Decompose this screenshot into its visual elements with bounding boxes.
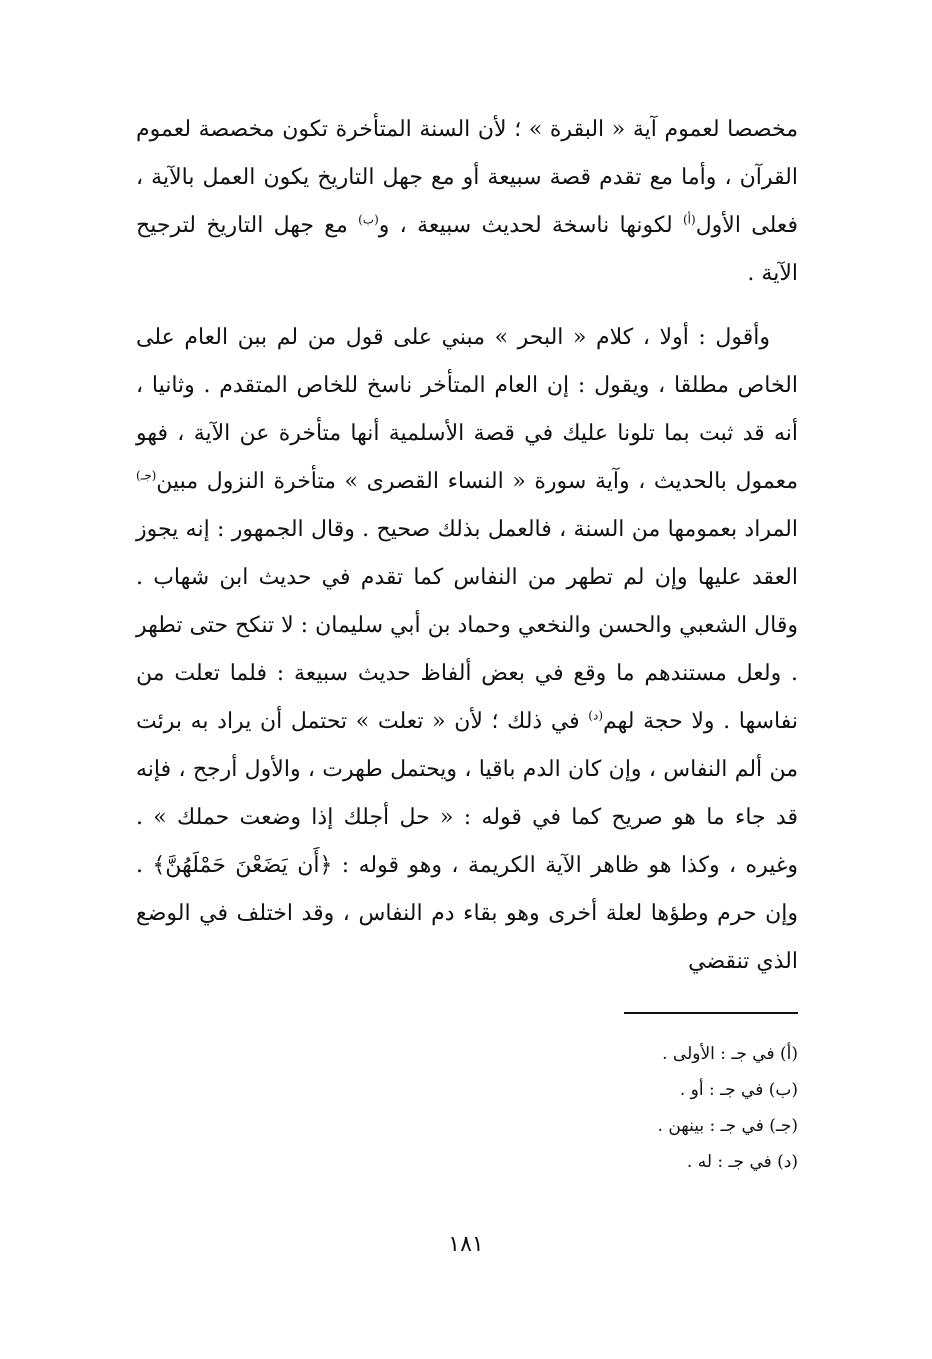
footnote-marker-d: (د) — [588, 708, 604, 723]
footnote-a: (أ) في جـ : الأولى . — [662, 1044, 798, 1064]
text-segment: مخصصا لعموم آية « البقرة » ؛ لأن السنة المتأخرة تكون مخصصة لعموم القرآن ، وأما مع تقدم قصة سبيعة أو مع جهل التاريخ يكون العمل بالآية ، فعلى الأول — [136, 117, 798, 238]
text-segment: المراد بعمومها من السنة ، فالعمل بذلك صحيح . وقال الجمهور : إنه يجوز العقد عليها وإن لم تطهر من النفاس كما تقدم في حديث ابن شهاب . وقال الشعبي والحسن والنخعي وحماد بن أبي سليمان : لا تنكح حتى تطهر . ولعل مستندهم ما وقع في بعض ألفاظ حديث سبيعة : فلما تعلت من نفاسها . ولا حجة لهم — [136, 517, 798, 734]
paragraph-2 — [136, 314, 798, 986]
text-segment: لكونها ناسخة لحديث سبيعة ، و — [378, 213, 683, 238]
paragraph-1 — [136, 106, 798, 298]
footnotes — [398, 1036, 798, 1180]
footnote-d: (د) في جـ : له . — [686, 1152, 798, 1172]
footnote-marker-b: (ب) — [358, 212, 379, 227]
footnote-marker-c: (جـ) — [136, 468, 157, 483]
footnote-c: (جـ) في جـ : بينهن . — [657, 1116, 798, 1136]
footnote-b: (ب) في جـ : أو . — [679, 1080, 798, 1100]
text-segment: في ذلك ؛ لأن « تعلت » تحتمل أن يراد به برئت من ألم النفاس ، وإن كان الدم باقيا ، ويحتمل طهرت ، والأول أرجح ، فإنه قد جاء ما هو صريح كما في قوله : « حل أجلك إذا وضعت حملك » . وغيره ، وكذا هو ظاهر الآية الكريمة ، وهو قوله : ﴿أَن يَضَعْنَ حَمْلَهُنَّ﴾ . وإن حرم وطؤها لعلة أخرى وهو بقاء دم النفاس ، وقد اختلف في الوضع الذي تنقضي — [136, 709, 798, 974]
text-segment: مع جهل التاريخ لترجيح الآية . — [136, 213, 798, 286]
page-number: ١٨١ — [448, 1232, 484, 1257]
main-text — [136, 106, 798, 986]
footnote-marker-a: (أ) — [682, 212, 696, 227]
text-segment: وأقول : أولا ، كلام « البحر » مبني على قول من لم ببن العام على الخاص مطلقا ، ويقول : إن العام المتأخر ناسخ للخاص المتقدم . وثانيا ، أنه قد ثبت بما تلونا عليك في قصة الأسلمية أنها متأخرة عن الآية ، فهو معمول بالحديث ، وآية سورة « النساء القصرى » متأخرة النزول مبين — [136, 325, 798, 494]
footnote-separator — [624, 1012, 798, 1014]
